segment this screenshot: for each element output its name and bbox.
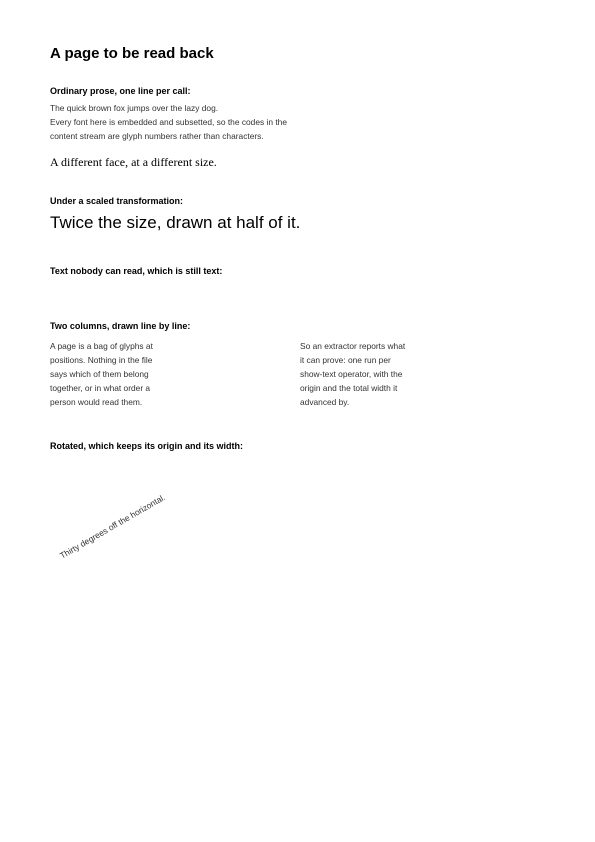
right-column-line: So an extractor reports what [300, 341, 406, 351]
rotated-text: Thirty degrees off the horizontal. [58, 492, 167, 561]
right-column-line: it can prove: one run per [300, 355, 391, 365]
left-column-line: says which of them belong [50, 369, 149, 379]
right-column-line: advanced by. [300, 397, 350, 407]
different-face-line: A different face, at a different size. [50, 155, 217, 169]
prose-heading: Ordinary prose, one line per call: [50, 86, 191, 96]
right-column-line: origin and the total width it [300, 383, 398, 393]
columns-heading: Two columns, drawn line by line: [50, 321, 191, 331]
page-title: A page to be read back [50, 45, 214, 62]
right-column-line: show-text operator, with the [300, 369, 403, 379]
prose-line: Every font here is embedded and subsetted, so the codes in the [50, 117, 287, 127]
invisible-text-heading: Text nobody can read, which is still text: [50, 266, 223, 276]
scaled-text: Twice the size, drawn at half of it. [50, 213, 301, 232]
left-column-line: together, or in what order a [50, 383, 151, 393]
left-column-line: positions. Nothing in the file [50, 355, 153, 365]
left-column-line: A page is a bag of glyphs at [50, 341, 153, 351]
prose-line: content stream are glyph numbers rather than characters. [50, 131, 264, 141]
scaled-heading: Under a scaled transformation: [50, 196, 184, 206]
prose-line: The quick brown fox jumps over the lazy dog. [50, 103, 219, 113]
left-column-line: person would read them. [50, 397, 143, 407]
rotated-heading: Rotated, which keeps its origin and its width: [50, 441, 244, 451]
